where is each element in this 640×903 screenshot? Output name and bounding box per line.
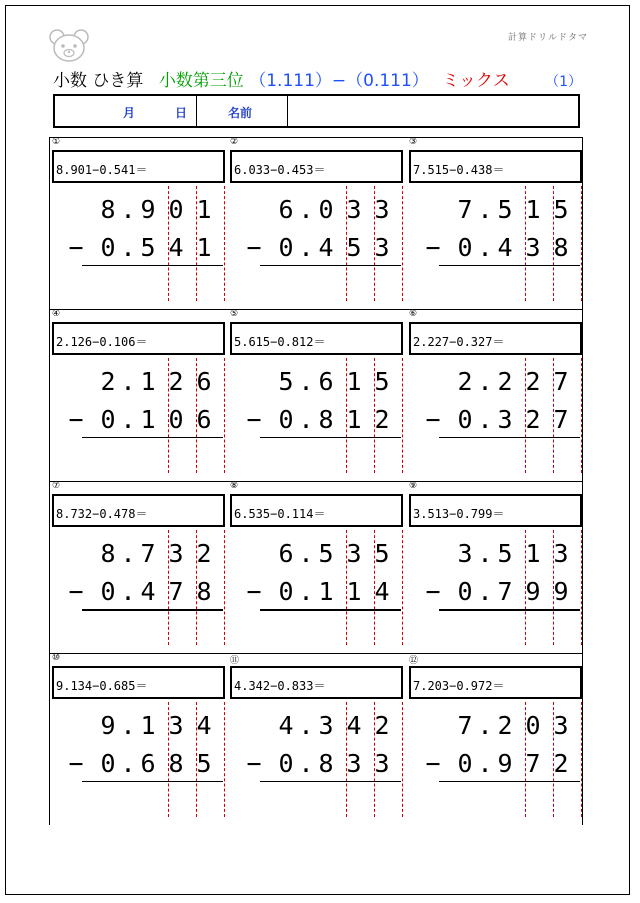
digit: 0 [100,233,116,262]
decimal-point: . [477,367,493,396]
digit: 4 [346,711,362,740]
answer-field[interactable] [82,611,223,645]
digit: 6 [196,367,212,396]
digit: 5 [497,539,513,568]
digit-guide-line [402,530,403,645]
page-title [53,66,582,91]
digit: 2 [374,711,390,740]
digit: 0 [100,577,116,606]
answer-field[interactable] [82,267,223,301]
digit: 3 [457,539,473,568]
answer-field[interactable] [260,611,401,645]
digit: 6 [318,367,334,396]
digit: 4 [168,233,184,262]
decimal-point: . [298,367,314,396]
title-format: （1.111）−（0.111） [249,71,429,91]
digit: 0 [318,195,334,224]
digit: 9 [100,711,116,740]
digit: 9 [497,749,513,778]
digit: 7 [553,405,569,434]
problem-expression: 3.513−0.799＝ [409,494,582,527]
answer-line [82,437,223,438]
digit-guide-line [581,186,582,301]
answer-field[interactable] [82,783,223,817]
digit: 5 [497,195,513,224]
digit: 3 [346,539,362,568]
digit: 0 [457,749,473,778]
digit: 8 [318,405,334,434]
problem-cell [50,482,227,654]
problem-number: ⑧ [230,481,239,491]
answer-field[interactable] [260,439,401,473]
digit: 8 [318,749,334,778]
problem-number: ⑪ [230,656,240,666]
decimal-point: . [477,577,493,606]
digit: 6 [278,195,294,224]
answer-line [439,781,580,782]
digit: 8 [100,195,116,224]
title-topic: 小数 ひき算 [53,71,144,91]
decimal-point: . [120,539,136,568]
digit: 8 [196,577,212,606]
minus-sign: − [425,749,441,778]
digit: 4 [140,577,156,606]
digit-guide-line [402,358,403,473]
digit: 1 [346,405,362,434]
digit: 0 [457,577,473,606]
decimal-point: . [120,367,136,396]
answer-field[interactable] [439,439,580,473]
answer-line [260,781,401,782]
digit: 3 [168,711,184,740]
digit: 5 [374,367,390,396]
digit-guide-line [224,358,225,473]
day-label: 日 [175,106,188,120]
digit: 1 [140,711,156,740]
digit: 3 [374,233,390,262]
decimal-point: . [298,195,314,224]
digit: 9 [553,577,569,606]
digit: 0 [525,711,541,740]
decimal-point: . [120,405,136,434]
minus-sign: − [68,233,84,262]
problem-cell [50,654,227,826]
digit-guide-line [581,358,582,473]
digit: 4 [318,233,334,262]
digit: 7 [525,749,541,778]
digit: 5 [318,539,334,568]
decimal-point: . [120,577,136,606]
minus-sign: − [425,577,441,606]
date-name-box [53,94,580,128]
problem-expression: 2.227−0.327＝ [409,322,582,355]
problem-expression: 8.732−0.478＝ [52,494,225,527]
answer-line [82,781,223,782]
digit: 0 [100,405,116,434]
digit: 3 [525,233,541,262]
digit: 3 [168,539,184,568]
decimal-point: . [298,539,314,568]
digit: 1 [140,367,156,396]
digit: 7 [553,367,569,396]
digit: 5 [553,195,569,224]
digit: 3 [346,195,362,224]
decimal-point: . [120,711,136,740]
minus-sign: − [68,577,84,606]
problem-expression: 6.033−0.453＝ [230,150,403,183]
digit: 0 [278,233,294,262]
problem-cell [50,138,227,310]
digit: 3 [374,195,390,224]
decimal-point: . [477,539,493,568]
digit: 6 [140,749,156,778]
digit: 7 [140,539,156,568]
digit: 1 [525,539,541,568]
digit: 5 [140,233,156,262]
answer-line [439,437,580,438]
digit: 1 [525,195,541,224]
minus-sign: − [68,749,84,778]
answer-field[interactable] [260,783,401,817]
minus-sign: − [425,233,441,262]
page-number: （1） [545,74,583,90]
name-label: 名前 [228,106,253,120]
digit: 3 [374,749,390,778]
problem-cell [228,138,405,310]
digit: 2 [497,711,513,740]
problem-cell [50,310,227,482]
problem-cell [407,138,584,310]
problem-expression: 7.203−0.972＝ [409,666,582,699]
minus-sign: − [246,405,262,434]
decimal-point: . [120,195,136,224]
problem-number: ⑥ [409,309,418,319]
problem-number: ⑫ [409,656,419,666]
digit: 0 [278,405,294,434]
problem-expression: 2.126−0.106＝ [52,322,225,355]
name-field[interactable] [288,96,578,126]
digit: 8 [100,539,116,568]
digit: 0 [457,233,473,262]
digit: 8 [168,749,184,778]
digit: 2 [457,367,473,396]
answer-line [260,265,401,266]
problem-cell [407,654,584,826]
digit-guide-line [402,702,403,817]
digit: 5 [278,367,294,396]
problem-number: ④ [52,309,61,319]
decimal-point: . [298,577,314,606]
decimal-point: . [477,195,493,224]
problem-cell [407,310,584,482]
decimal-point: . [477,749,493,778]
digit: 4 [497,233,513,262]
digit-guide-line [402,186,403,301]
digit: 3 [497,405,513,434]
digit: 2 [196,539,212,568]
digit: 0 [168,405,184,434]
answer-line [439,265,580,266]
digit: 5 [196,749,212,778]
digit: 0 [278,749,294,778]
digit: 0 [100,749,116,778]
problem-cell [228,482,405,654]
problem-expression: 9.134−0.685＝ [52,666,225,699]
divider [196,96,197,126]
digit: 0 [457,405,473,434]
decimal-point: . [477,405,493,434]
title-level: 小数第三位 [158,71,244,91]
digit: 2 [525,405,541,434]
answer-field[interactable] [439,267,580,301]
problem-expression: 7.515−0.438＝ [409,150,582,183]
problem-cell [228,310,405,482]
digit: 3 [553,539,569,568]
digit: 2 [525,367,541,396]
problem-number: ① [52,137,61,147]
month-label: 月 [123,106,136,120]
answer-field[interactable] [82,439,223,473]
digit: 9 [140,195,156,224]
problem-number: ⑤ [230,309,239,319]
digit: 7 [457,711,473,740]
problem-grid [49,137,583,825]
digit: 3 [346,749,362,778]
digit-guide-line [224,702,225,817]
digit: 5 [374,539,390,568]
problem-cell [228,654,405,826]
digit: 4 [278,711,294,740]
digit: 9 [525,577,541,606]
digit: 3 [553,711,569,740]
problem-expression: 6.535−0.114＝ [230,494,403,527]
problem-number: ⑩ [52,653,61,663]
decimal-point: . [477,711,493,740]
bear-face-icon [48,28,90,64]
decimal-point: . [120,233,136,262]
answer-line [260,437,401,438]
digit-guide-line [224,530,225,645]
digit: 1 [318,577,334,606]
digit-guide-line [581,530,582,645]
decimal-point: . [298,711,314,740]
digit: 7 [457,195,473,224]
digit: 1 [140,405,156,434]
problem-number: ⑨ [409,481,418,491]
digit: 0 [278,577,294,606]
digit: 6 [196,405,212,434]
digit: 2 [497,367,513,396]
digit: 2 [374,405,390,434]
decimal-point: . [477,233,493,262]
answer-field[interactable] [260,267,401,301]
digit: 1 [346,577,362,606]
decimal-point: . [120,749,136,778]
answer-line [82,265,223,266]
problem-cell [407,482,584,654]
minus-sign: − [246,577,262,606]
answer-field[interactable] [439,611,580,645]
problem-number: ⑦ [52,481,61,491]
digit: 1 [196,195,212,224]
problem-expression: 4.342−0.833＝ [230,666,403,699]
problem-number: ② [230,137,239,147]
digit: 6 [278,539,294,568]
brand-label: 計算ドリルドタマ [508,33,589,43]
digit-guide-line [224,186,225,301]
minus-sign: − [425,405,441,434]
digit: 2 [553,749,569,778]
decimal-point: . [298,233,314,262]
digit: 4 [196,711,212,740]
minus-sign: − [68,405,84,434]
digit-guide-line [581,702,582,817]
decimal-point: . [298,749,314,778]
title-mix: ミックス [442,71,510,91]
digit: 8 [553,233,569,262]
minus-sign: − [246,749,262,778]
digit: 7 [168,577,184,606]
digit: 4 [374,577,390,606]
problem-number: ③ [409,137,418,147]
digit: 1 [196,233,212,262]
answer-field[interactable] [439,783,580,817]
digit: 7 [497,577,513,606]
digit: 2 [100,367,116,396]
digit: 3 [318,711,334,740]
digit: 1 [346,367,362,396]
minus-sign: − [246,233,262,262]
digit: 0 [168,195,184,224]
digit: 5 [346,233,362,262]
decimal-point: . [298,405,314,434]
problem-expression: 8.901−0.541＝ [52,150,225,183]
problem-expression: 5.615−0.812＝ [230,322,403,355]
digit: 2 [168,367,184,396]
